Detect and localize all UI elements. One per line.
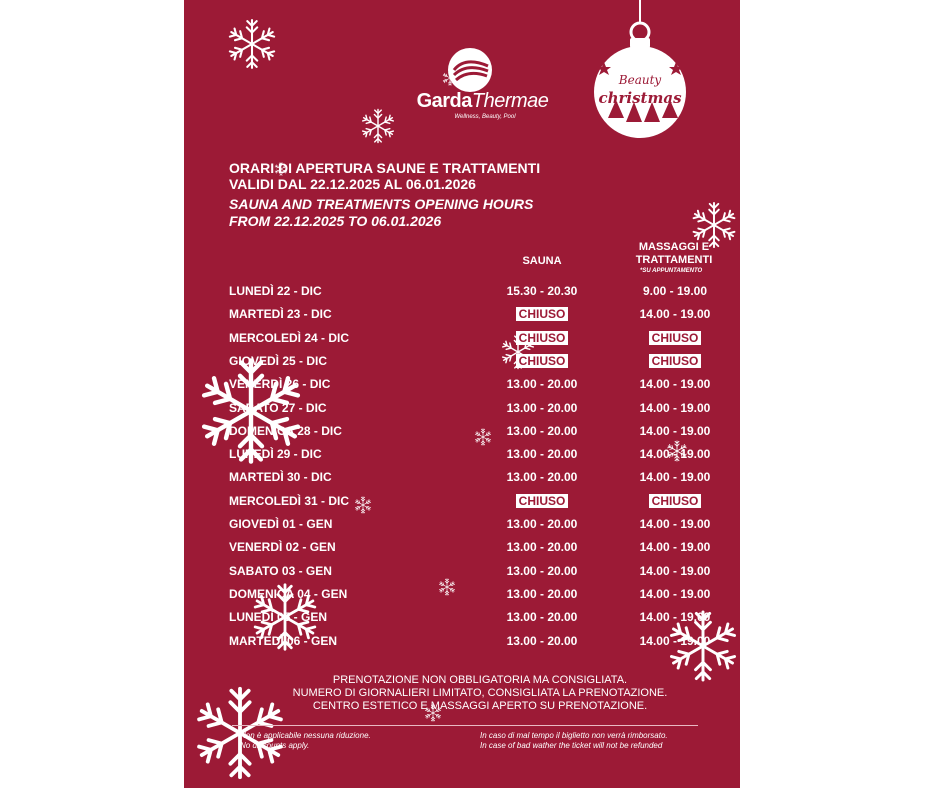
schedule-day: LUNEDÌ 29 - DIC — [229, 447, 322, 461]
schedule-day: GIOVEDÌ 01 - GEN — [229, 517, 333, 531]
brand-logo-icon — [448, 48, 492, 92]
column-header-sauna: SAUNA — [522, 255, 562, 267]
snowflake-icon — [360, 108, 396, 144]
snowflake-icon — [354, 496, 372, 514]
schedule-sauna-hours: 13.00 - 20.00 — [506, 610, 578, 624]
footer-line2: NUMERO DI GIORNALIERI LIMITATO, CONSIGLIATA LA PRENOTAZIONE. — [292, 687, 668, 699]
schedule-day: MARTEDÌ 23 - DIC — [229, 307, 332, 321]
schedule-sauna-hours: 13.00 - 20.00 — [506, 564, 578, 578]
schedule-day: DOMENICA 28 - DIC — [229, 424, 342, 438]
schedule-day: VENERDÌ 26 - DIC — [229, 377, 331, 391]
closed-badge: CHIUSO — [649, 494, 702, 508]
schedule-sauna-hours: 13.00 - 20.00 — [506, 447, 578, 461]
schedule-massage-hours — [628, 354, 722, 368]
schedule-sauna-hours: 15.30 - 20.30 — [506, 284, 578, 298]
ornament-text-line2: christmas — [598, 89, 682, 107]
column-header-massage-line1: MASSAGGI E — [638, 241, 710, 253]
schedule-sauna-hours: 13.00 - 20.00 — [506, 470, 578, 484]
schedule-sauna-hours: 13.00 - 20.00 — [506, 517, 578, 531]
footer-note-right-en: In case of bad wather the ticket will not be refunded — [480, 741, 663, 750]
footer-note-left-en: No discounts apply. — [240, 741, 310, 750]
schedule-sauna-hours: 13.00 - 20.00 — [506, 540, 578, 554]
schedule-massage-hours: 14.00 - 19.00 — [639, 377, 711, 391]
closed-badge: CHIUSO — [516, 331, 569, 345]
schedule-day: LUNEDÌ 22 - DIC — [229, 284, 322, 298]
schedule-day: VENERDÌ 02 - GEN — [229, 540, 336, 554]
schedule-sauna-hours — [496, 307, 588, 321]
schedule-massage-hours: 14.00 - 19.00 — [639, 424, 711, 438]
ornament-text-line1: Beauty — [618, 73, 662, 87]
schedule-day: MERCOLEDÌ 31 - DIC — [229, 494, 350, 508]
schedule-day: DOMENICA 04 - GEN — [229, 587, 348, 601]
footer-line3: CENTRO ESTETICO E MASSAGGI APERTO SU PRENOTAZIONE. — [312, 700, 648, 712]
schedule-day: MERCOLEDÌ 24 - DIC — [229, 331, 350, 345]
title-it-line2: VALIDI DAL 22.12.2025 AL 06.01.2026 — [229, 176, 476, 192]
snowflake-icon — [474, 428, 492, 446]
schedule-massage-hours: 14.00 - 19.00 — [639, 447, 711, 461]
schedule-sauna-hours: 13.00 - 20.00 — [506, 401, 578, 415]
brand-logo — [410, 46, 560, 126]
schedule-sauna-hours: 13.00 - 20.00 — [506, 377, 578, 391]
brand-name: GardaThermae — [416, 90, 549, 112]
closed-badge: CHIUSO — [516, 354, 569, 368]
schedule-massage-hours: 14.00 - 19.00 — [639, 401, 711, 415]
schedule-massage-hours: 14.00 - 19.00 — [639, 587, 711, 601]
footer-line1: PRENOTAZIONE NON OBBLIGATORIA MA CONSIGLIATA. — [332, 674, 628, 686]
schedule-massage-hours — [628, 494, 722, 508]
closed-badge: CHIUSO — [649, 354, 702, 368]
schedule-massage-hours: 14.00 - 19.00 — [639, 517, 711, 531]
schedule-sauna-hours: 13.00 - 20.00 — [506, 587, 578, 601]
title-en-line2: FROM 22.12.2025 TO 06.01.2026 — [229, 213, 442, 229]
schedule-massage-hours: 14.00 - 19.00 — [639, 610, 711, 624]
snowflake-icon — [438, 578, 456, 596]
schedule-sauna-hours: 13.00 - 20.00 — [506, 634, 578, 648]
christmas-ornament-icon — [586, 0, 694, 144]
brand-tagline: Wellness, Beauty, Pool — [454, 114, 516, 120]
footer-note-left-it: Non è applicabile nessuna riduzione. — [240, 731, 371, 740]
closed-badge: CHIUSO — [516, 494, 569, 508]
schedule-massage-hours: 14.00 - 19.00 — [639, 564, 711, 578]
schedule-massage-hours — [628, 331, 722, 345]
snowflake-icon — [226, 18, 278, 70]
schedule-day: SABATO 27 - DIC — [229, 401, 327, 415]
schedule-day: GIOVEDÌ 25 - DIC — [229, 354, 328, 368]
schedule-sauna-hours: 13.00 - 20.00 — [506, 424, 578, 438]
closed-badge: CHIUSO — [516, 307, 569, 321]
title-it-line1: ORARI DI APERTURA SAUNE E TRATTAMENTI — [229, 160, 541, 176]
schedule-sauna-hours — [496, 331, 588, 345]
schedule-day: MARTEDÌ 06 - GEN — [229, 634, 338, 648]
schedule-massage-hours: 14.00 - 19.00 — [639, 470, 711, 484]
schedule-day: SABATO 03 - GEN — [229, 564, 332, 578]
column-header-massage-line2: TRATTAMENTI — [635, 254, 713, 266]
schedule-massage-hours: 14.00 - 19.00 — [639, 540, 711, 554]
schedule-sauna-hours — [496, 494, 588, 508]
column-header-massage-note: *SU APPUNTAMENTO — [640, 268, 703, 274]
schedule-day: MARTEDÌ 30 - DIC — [229, 470, 332, 484]
footer-note-right-it: In caso di mal tempo il biglietto non verrà rimborsato. — [480, 731, 668, 740]
schedule-sauna-hours — [496, 354, 588, 368]
schedule-massage-hours: 14.00 - 19.00 — [639, 634, 711, 648]
title-en-line1: SAUNA AND TREATMENTS OPENING HOURS — [229, 196, 534, 212]
footer-divider — [232, 725, 698, 726]
schedule-massage-hours: 9.00 - 19.00 — [642, 284, 708, 298]
closed-badge: CHIUSO — [649, 331, 702, 345]
schedule-day: LUNEDÌ 05 - GEN — [229, 610, 328, 624]
schedule-massage-hours: 14.00 - 19.00 — [639, 307, 711, 321]
